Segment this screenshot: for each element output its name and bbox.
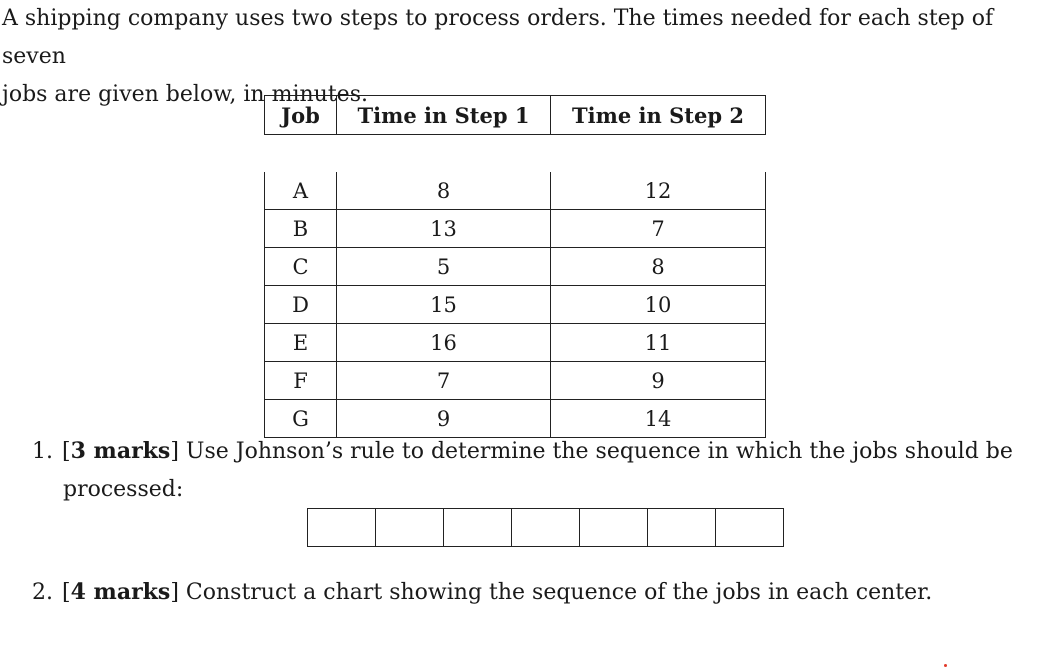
table-row <box>264 210 766 248</box>
question-1: 1. [3 marks] Use Johnson’s rule to determine the sequence in which the jobs should be processed: <box>32 432 1032 509</box>
sequence-box[interactable] <box>444 509 512 546</box>
red-mark <box>944 664 947 667</box>
cell-step-2: 9 <box>550 362 766 400</box>
question-2: 2. [4 marks] Construct a chart showing the sequence of the jobs in each center. <box>32 573 1032 612</box>
sequence-box[interactable] <box>308 509 376 546</box>
table-row <box>264 362 766 400</box>
cell-step-2: 11 <box>550 324 766 362</box>
cell-job: F <box>264 362 336 400</box>
header-step-2: Time in Step 2 <box>550 95 766 135</box>
question-1-text-line-2: processed: <box>63 477 184 502</box>
sequence-box[interactable] <box>716 509 783 546</box>
table-row <box>264 248 766 286</box>
table-row <box>264 324 766 362</box>
cell-step-2: 12 <box>550 172 766 210</box>
sequence-box[interactable] <box>512 509 580 546</box>
question-2-text: Construct a chart showing the sequence of the jobs in each center. <box>178 580 933 605</box>
cell-step-2: 8 <box>550 248 766 286</box>
cell-step-2: 10 <box>550 286 766 324</box>
header-job: Job <box>264 95 336 135</box>
cell-step-1: 8 <box>336 172 550 210</box>
question-1-text-line-1: Use Johnson’s rule to determine the sequence in which the jobs should be <box>178 439 1013 464</box>
cell-job: A <box>264 172 336 210</box>
table-header-row <box>264 95 766 135</box>
cell-step-1: 15 <box>336 286 550 324</box>
cell-step-2: 7 <box>550 210 766 248</box>
sequence-box[interactable] <box>648 509 716 546</box>
intro-line-2: jobs are given below, in minutes. <box>2 82 368 107</box>
cell-step-2: 14 <box>550 400 766 438</box>
cell-job: D <box>264 286 336 324</box>
table-row <box>264 172 766 210</box>
cell-step-1: 5 <box>336 248 550 286</box>
sequence-answer-boxes <box>307 508 784 547</box>
question-2-marks: 4 marks <box>70 579 171 605</box>
cell-job: C <box>264 248 336 286</box>
question-1-number: 1. <box>32 439 53 464</box>
job-times-table <box>264 95 766 438</box>
table-row <box>264 286 766 324</box>
cell-step-1: 13 <box>336 210 550 248</box>
cell-step-1: 7 <box>336 362 550 400</box>
cell-job: G <box>264 400 336 438</box>
sequence-box[interactable] <box>580 509 648 546</box>
cell-job: B <box>264 210 336 248</box>
cell-step-1: 9 <box>336 400 550 438</box>
intro-line-1: A shipping company uses two steps to process orders. The times needed for each step of seven <box>2 6 994 69</box>
header-step-1: Time in Step 1 <box>336 95 550 135</box>
cell-job: E <box>264 324 336 362</box>
cell-step-1: 16 <box>336 324 550 362</box>
question-1-marks: 3 marks <box>70 438 171 464</box>
question-2-number: 2. <box>32 580 53 605</box>
sequence-box[interactable] <box>376 509 444 546</box>
